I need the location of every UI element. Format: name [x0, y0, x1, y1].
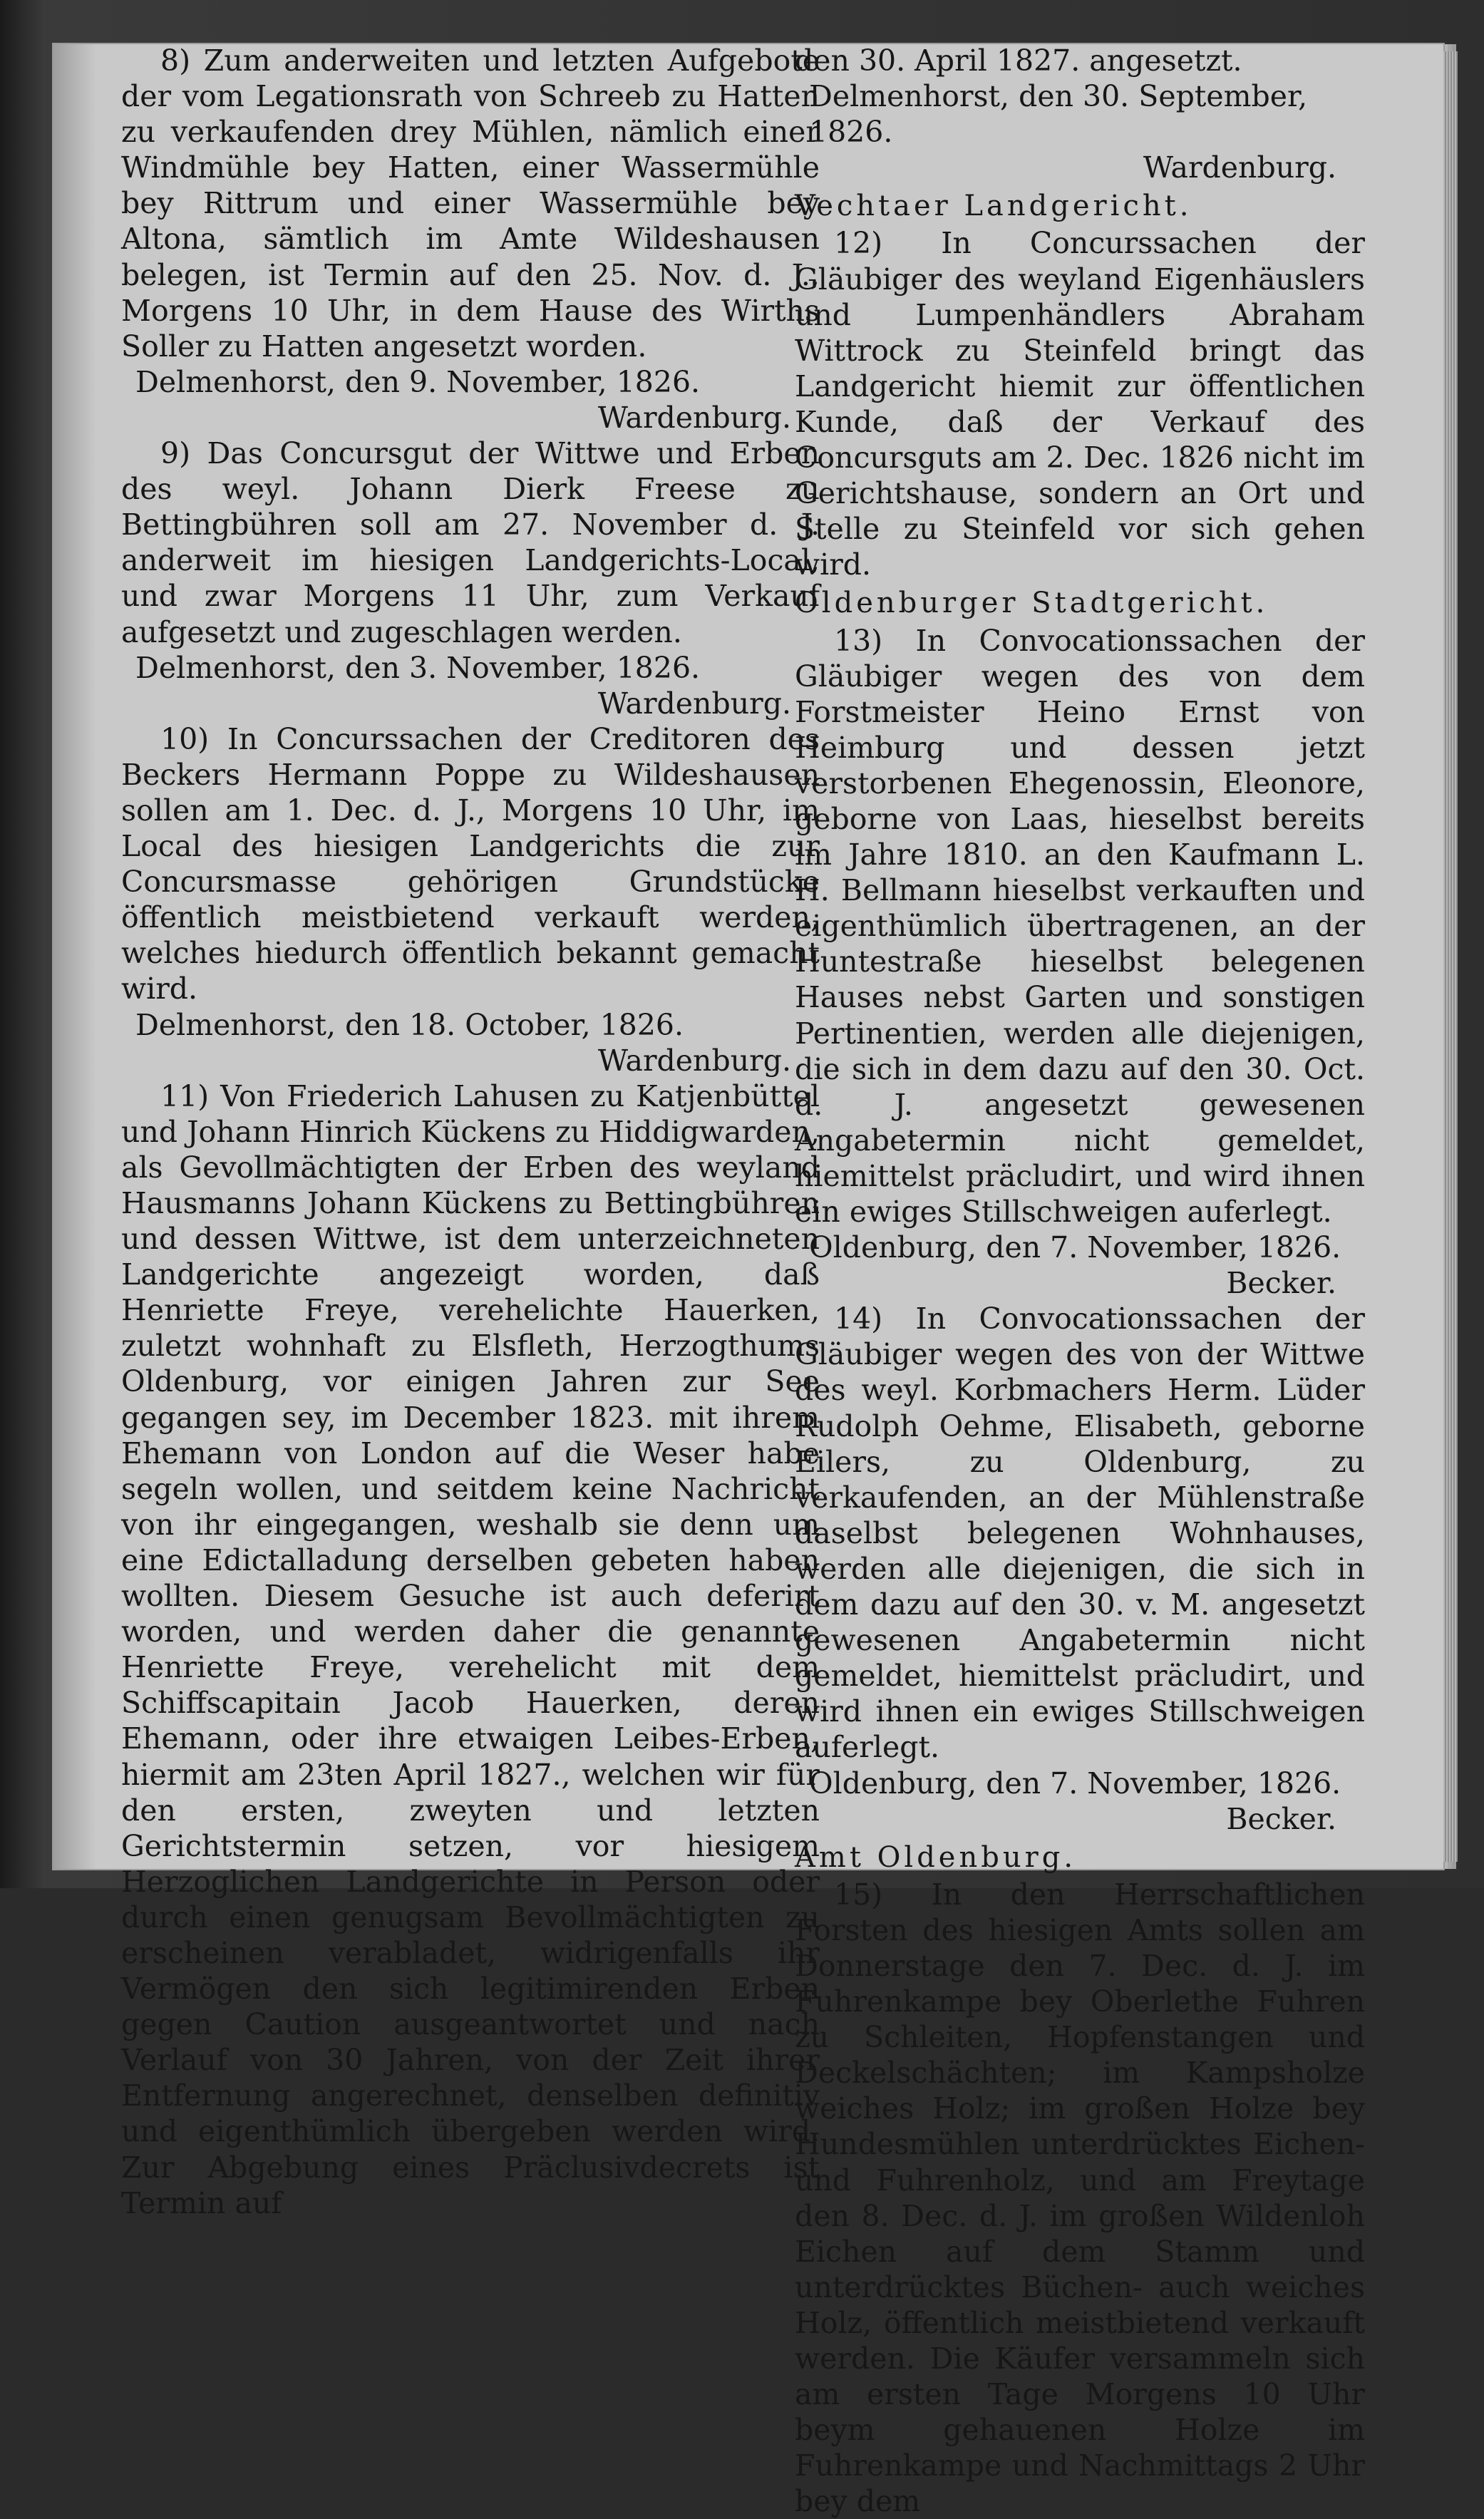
notice-11-continuation	[795, 43, 1365, 185]
notice-signature: Wardenburg.	[597, 686, 791, 721]
notice-date: Delmenhorst, den 3. November, 1826.	[135, 650, 701, 685]
notice-date: Delmenhorst, den 30. September, 1826.	[809, 79, 1308, 150]
page-edge-stack	[1443, 51, 1458, 1862]
notice-15	[795, 1877, 1365, 2519]
notice-date: Oldenburg, den 7. November, 1826.	[809, 1766, 1341, 1801]
continuation-text: den 30. April 1827. angesetzt.	[795, 43, 1242, 78]
notice-text: 13) In Convocationssachen der Gläubiger wegen des von dem Forstmeister Heino Ernst von Heimburg und dessen jetzt verstorbenen Ehegenossin, Eleonore, geborne von Laas, hieselbst bereits im Jahre 1810. an den Kaufmann L. H. Bellmann hieselbst verkauften und eigenthümlich übertragenen, an der Huntestraße hieselbst belegenen Hauses nebst Garten und sonstigen Pertinentien, werden alle diejenigen, die sich in dem dazu auf den 30. Oct. d. J. angesetzt gewesenen Angabetermin nicht gemeldet, hiemittelst präcludirt, und wird ihnen ein ewiges Stillschweigen auferlegt.	[795, 623, 1365, 1229]
notice-12	[795, 225, 1365, 582]
notice-13	[795, 623, 1365, 1302]
notice-signature: Wardenburg.	[597, 1043, 791, 1078]
section-heading-oldenburg-stadtgericht: Oldenburger Stadtgericht.	[795, 587, 1269, 620]
notice-text: 9) Das Concursgut der Wittwe und Erben des weyl. Johann Dierk Freese zu Bettingbühren soll am 27. November d. J. anderweit im hiesigen Landgerichts-Local, und zwar Morgens 11 Uhr, zum Verkauf aufgesetzt und zugeschlagen werden.	[121, 436, 820, 649]
section-heading-amt-oldenburg: Amt Oldenburg.	[795, 1840, 1077, 1874]
left-column	[121, 43, 820, 2221]
notice-11	[121, 1078, 820, 2221]
notice-text: 11) Von Friederich Lahusen zu Katjenbüttel und Johann Hinrich Kückens zu Hiddigwarden, als Gevollmächtigten der Erben des weyland Hausmanns Johann Kückens zu Bettingbühren und dessen Wittwe, ist dem unterzeichneten Landgerichte angezeigt worden, daß Henriette Freye, verehelichte Hauerken, zuletzt wohnhaft zu Elsfleth, Herzogthums Oldenburg, vor einigen Jahren zur See gegangen sey, im December 1823. mit ihrem Ehemann von London auf die Weser habe segeln wollen, und seitdem keine Nachricht von ihr eingegangen, weshalb sie denn um eine Edictalladung derselben gebeten haben wollten. Diesem Gesuche ist auch deferirt worden, und werden daher die genannte Henriette Freye, verehelicht mit dem Schiffscapitain Jacob Hauerken, deren Ehemann, oder ihre etwaigen Leibes-Erben, hiermit am 23ten April 1827., welchen wir für den ersten, zweyten und letzten Gerichtstermin setzen, vor hiesigem Herzoglichen Landgerichte in Person oder durch einen genugsam Bevollmächtigten zu erscheinen verabladet, widrigenfalls ihr Vermögen den sich legitimirenden Erben gegen Caution ausgeantwortet und nach Verlauf von 30 Jahren, von der Zeit ihrer Entfernung angerechnet, denselben definitiv und eigenthümlich übergeben werden wird. Zur Abgebung eines Präclusivdecrets ist Termin auf	[121, 1078, 820, 2220]
notice-signature: Becker.	[1226, 1266, 1336, 1301]
notice-date: Delmenhorst, den 18. October, 1826.	[135, 1007, 684, 1042]
notice-10	[121, 721, 820, 1078]
notice-text: 8) Zum anderweiten und letzten Aufgebote der vom Legationsrath von Schreeb zu Hatten zu verkaufenden drey Mühlen, nämlich einer Windmühle bey Hatten, einer Wassermühle bey Rittrum und einer Wassermühle bey Altona, sämtlich im Amte Wildeshausen belegen, ist Termin auf den 25. Nov. d. J., Morgens 10 Uhr, in dem Hause des Wirths Soller zu Hatten angesetzt worden.	[121, 43, 820, 364]
right-column	[795, 43, 1365, 2519]
notice-text: 12) In Concurssachen der Gläubiger des weyland Eigenhäuslers und Lumpenhändlers Abraham Wittrock zu Steinfeld bringt das Landgericht hiemit zur öffentlichen Kunde, daß der Verkauf des Concursguts am 2. Dec. 1826 nicht im Gerichtshause, sondern an Ort und Stelle zu Steinfeld vor sich gehen wird.	[795, 226, 1365, 582]
section-heading-vechta: Vechtaer Landgericht.	[795, 190, 1192, 223]
notice-14	[795, 1301, 1365, 1836]
notice-9	[121, 436, 820, 721]
notice-signature: Wardenburg.	[1143, 150, 1336, 185]
notice-8	[121, 43, 820, 436]
notice-date: Oldenburg, den 7. November, 1826.	[809, 1230, 1341, 1265]
notice-signature: Becker.	[1226, 1801, 1336, 1836]
notice-date: Delmenhorst, den 9. November, 1826.	[135, 364, 701, 399]
notice-text: 15) In den Herrschaftlichen Forsten des hiesigen Amts sollen am Donnerstage den 7. Dec. d. J. im Fuhrenkampe bey Oberlethe Fuhren zu Schleiten, Hopfenstangen und Deckelschächten; im Kampsholze weiches Holz; im großen Holze bey Hundesmühlen unterdrücktes Eichen- und Fuhrenholz, und am Freytage den 8. Dec. d. J. im großen Wildenloh Eichen auf dem Stamm und unterdrücktes Büchen- auch weiches Holz, öffentlich meistbietend verkauft werden. Die Käufer versammeln sich am ersten Tage Morgens 10 Uhr beym gehauenen Holze im Fuhrenkampe und Nachmittags 2 Uhr bey dem	[795, 1877, 1365, 2519]
notice-signature: Wardenburg.	[597, 400, 791, 435]
notice-text: 10) In Concurssachen der Creditoren des Beckers Hermann Poppe zu Wildeshausen sollen am 1. Dec. d. J., Morgens 10 Uhr, im Local des hiesigen Landgerichts die zur Concursmasse gehörigen Grundstücke öffentlich meistbietend verkauft werden, welches hiedurch öffentlich bekannt gemacht wird.	[121, 721, 820, 1006]
notice-text: 14) In Convocationssachen der Gläubiger wegen des von der Wittwe des weyl. Korbmachers Herm. Lüder Rudolph Oehme, Elisabeth, geborne Eilers, zu Oldenburg, zu verkaufenden, an der Mühlenstraße daselbst belegenen Wohnhauses, werden alle diejenigen, die sich in dem dazu auf den 30. v. M. angesetzt gewesenen Angabetermin nicht gemeldet, hiemittelst präcludirt, und wird ihnen ein ewiges Stillschweigen auferlegt.	[795, 1302, 1365, 1765]
